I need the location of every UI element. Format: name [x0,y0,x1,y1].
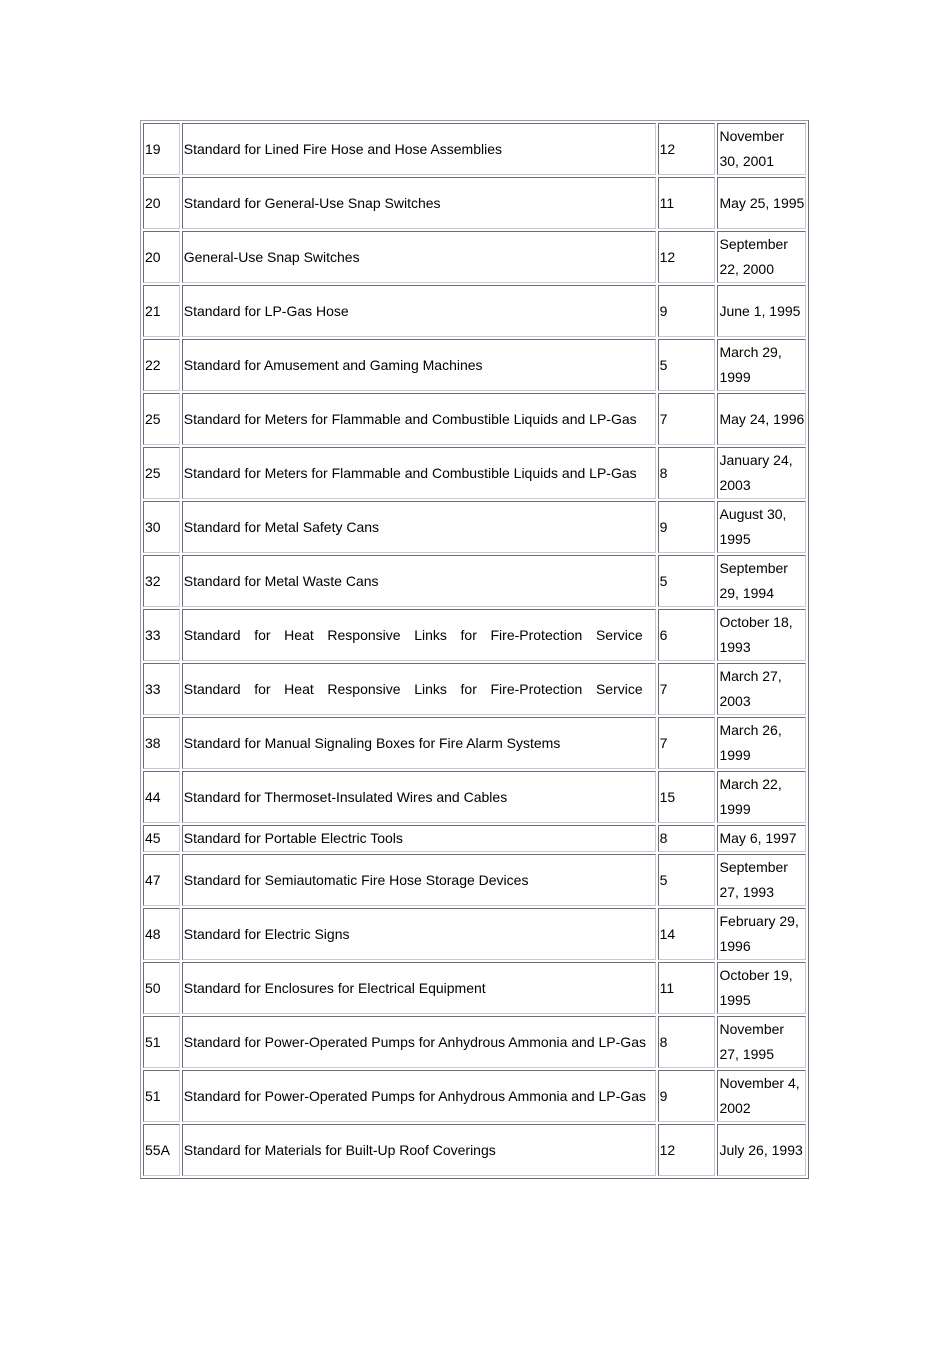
standard-title-cell: Standard for Metal Waste Cans [182,555,656,607]
table-row [143,447,806,499]
table-row [143,339,806,391]
table-row [143,1016,806,1068]
standard-number-cell: 21 [143,285,180,337]
standard-title-cell: Standard for Portable Electric Tools [182,825,656,852]
standard-title-cell: Standard for Meters for Flammable and Combustible Liquids and LP-Gas [182,447,656,499]
table-row [143,962,806,1014]
date-cell: March 29, 1999 [717,339,806,391]
table-row [143,177,806,229]
edition-cell: 15 [658,771,716,823]
standard-title-cell: Standard for LP-Gas Hose [182,285,656,337]
table-row [143,854,806,906]
standard-title-cell: Standard for Meters for Flammable and Combustible Liquids and LP-Gas [182,393,656,445]
table-row [143,609,806,661]
edition-cell: 7 [658,717,716,769]
date-cell: May 25, 1995 [717,177,806,229]
standard-title-cell: Standard for Thermoset-Insulated Wires and Cables [182,771,656,823]
edition-cell: 11 [658,177,716,229]
standard-number-cell: 19 [143,123,180,175]
standard-number-cell: 32 [143,555,180,607]
table-row [143,123,806,175]
standard-number-cell: 33 [143,609,180,661]
edition-cell: 5 [658,555,716,607]
standard-number-cell: 44 [143,771,180,823]
table-row [143,231,806,283]
standard-title-cell: Standard for Enclosures for Electrical Equipment [182,962,656,1014]
standard-title-cell: General-Use Snap Switches [182,231,656,283]
standard-number-cell: 51 [143,1070,180,1122]
edition-cell: 9 [658,285,716,337]
standard-number-cell: 22 [143,339,180,391]
standard-number-cell: 55A [143,1124,180,1176]
date-cell: November 4, 2002 [717,1070,806,1122]
table-row [143,393,806,445]
date-cell: October 19, 1995 [717,962,806,1014]
date-cell: September 29, 1994 [717,555,806,607]
date-cell: March 22, 1999 [717,771,806,823]
edition-cell: 9 [658,501,716,553]
standard-title-cell: Standard for Semiautomatic Fire Hose Storage Devices [182,854,656,906]
edition-cell: 5 [658,854,716,906]
date-cell: October 18, 1993 [717,609,806,661]
table-row [143,717,806,769]
date-cell: June 1, 1995 [717,285,806,337]
edition-cell: 12 [658,123,716,175]
standard-number-cell: 47 [143,854,180,906]
edition-cell: 12 [658,1124,716,1176]
standards-table [140,120,809,1179]
standard-title-cell: Standard for Amusement and Gaming Machines [182,339,656,391]
standard-title-cell: Standard for General-Use Snap Switches [182,177,656,229]
edition-cell: 14 [658,908,716,960]
date-cell: November 27, 1995 [717,1016,806,1068]
date-cell: November 30, 2001 [717,123,806,175]
standard-title-cell: Standard for Power-Operated Pumps for Anhydrous Ammonia and LP-Gas [182,1016,656,1068]
standard-title-cell: Standard for Manual Signaling Boxes for Fire Alarm Systems [182,717,656,769]
edition-cell: 7 [658,663,716,715]
standard-number-cell: 38 [143,717,180,769]
edition-cell: 8 [658,825,716,852]
edition-cell: 8 [658,1016,716,1068]
table-row [143,555,806,607]
edition-cell: 9 [658,1070,716,1122]
table-row [143,771,806,823]
table-row [143,663,806,715]
standard-number-cell: 45 [143,825,180,852]
standard-title-cell: Standard for Heat Responsive Links for Fire-Protection Service [182,663,656,715]
standard-number-cell: 33 [143,663,180,715]
standard-title-cell: Standard for Electric Signs [182,908,656,960]
standard-number-cell: 20 [143,177,180,229]
standard-number-cell: 25 [143,447,180,499]
table-row [143,1124,806,1176]
edition-cell: 8 [658,447,716,499]
table-row [143,501,806,553]
standard-number-cell: 48 [143,908,180,960]
standard-number-cell: 51 [143,1016,180,1068]
date-cell: May 6, 1997 [717,825,806,852]
date-cell: March 26, 1999 [717,717,806,769]
standard-number-cell: 25 [143,393,180,445]
standard-title-cell: Standard for Materials for Built-Up Roof Coverings [182,1124,656,1176]
standard-number-cell: 20 [143,231,180,283]
date-cell: March 27, 2003 [717,663,806,715]
table-row [143,908,806,960]
table-row [143,1070,806,1122]
date-cell: January 24, 2003 [717,447,806,499]
date-cell: September 27, 1993 [717,854,806,906]
date-cell: August 30, 1995 [717,501,806,553]
date-cell: May 24, 1996 [717,393,806,445]
standard-number-cell: 30 [143,501,180,553]
date-cell: July 26, 1993 [717,1124,806,1176]
standard-title-cell: Standard for Power-Operated Pumps for Anhydrous Ammonia and LP-Gas [182,1070,656,1122]
edition-cell: 5 [658,339,716,391]
standard-title-cell: Standard for Lined Fire Hose and Hose Assemblies [182,123,656,175]
date-cell: September 22, 2000 [717,231,806,283]
table-row [143,285,806,337]
edition-cell: 11 [658,962,716,1014]
standard-title-cell: Standard for Metal Safety Cans [182,501,656,553]
date-cell: February 29, 1996 [717,908,806,960]
edition-cell: 7 [658,393,716,445]
standard-number-cell: 50 [143,962,180,1014]
standard-title-cell: Standard for Heat Responsive Links for Fire-Protection Service [182,609,656,661]
table-row [143,825,806,852]
edition-cell: 6 [658,609,716,661]
edition-cell: 12 [658,231,716,283]
